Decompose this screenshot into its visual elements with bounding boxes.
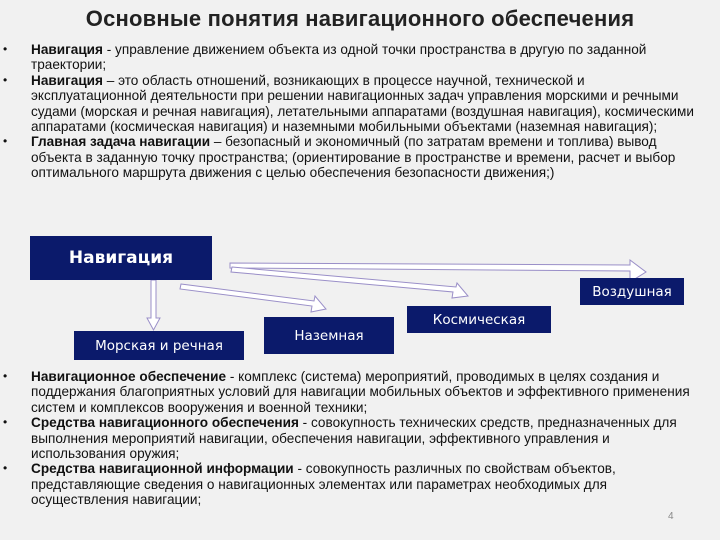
arrow-to-space	[231, 267, 468, 298]
page-number: 4	[668, 511, 674, 522]
term: Средства навигационной информации	[31, 461, 294, 477]
term: Главная задача навигации	[31, 134, 211, 150]
term: Навигация	[31, 72, 103, 88]
term: Навигационное обеспечение	[31, 369, 227, 384]
node-ground-navigation: Наземная	[264, 317, 394, 354]
definition: - совокупность технических средств, предназначенных для выполнения мероприятий навигации, обеспечения навигации, эффективного управления и использования оружия;	[31, 415, 677, 462]
bullet-icon: •	[3, 461, 8, 476]
node-space-navigation: Космическая	[407, 306, 551, 333]
definition: – это область отношений, возникающих в процессе научной, технической и эксплуатационной деятельности при решении навигационных задач управления морскими и речными судами (морская и речная навигация), летательными аппаратами (воздушная навигация), космическими аппаратами (космическая навигация) и наземными мобильными объектами (наземная навигация);	[31, 72, 694, 135]
definition: – безопасный и экономичный (по затратам времени и топлива) вывод объекта в заданную точку пространства; (ориентирование в пространстве и времени, расчет и выбор оптимального маршрута движения с целью обеспечения безопасности движения;)	[31, 134, 676, 181]
arrow-to-sea	[147, 280, 160, 330]
bullet-icon: •	[3, 42, 8, 56]
bullet-icon: •	[3, 415, 8, 430]
term: Средства навигационного обеспечения	[31, 415, 299, 431]
list-item	[0, 369, 720, 415]
definitions-list-bottom	[0, 369, 720, 508]
bullet-icon: •	[3, 72, 8, 87]
definition: - совокупность различных по свойствам объектов, представляющие сведения о навигационных элементах или параметрах необходимых для осуществления навигации;	[31, 461, 616, 508]
term: Навигация	[31, 42, 103, 57]
arrow-to-ground	[180, 284, 326, 312]
bullet-icon: •	[3, 134, 8, 149]
definition: - управление движением объекта из одной точки пространства в другую по заданной траектории;	[31, 42, 647, 73]
list-item	[0, 461, 720, 507]
node-sea-river-navigation: Морская и речная	[74, 331, 244, 360]
definition: - комплекс (система) мероприятий, проводимых в целях создания и поддержания благоприятных условий для навигации мобильных объектов и эффективного применения систем и комплексов вооружения и военной техники;	[31, 369, 690, 415]
node-air-navigation: Воздушная	[580, 278, 684, 305]
node-navigation: Навигация	[30, 236, 212, 280]
list-item	[0, 415, 720, 461]
bullet-icon: •	[3, 369, 8, 383]
slide-title: Основные понятия навигационного обеспечения	[85, 6, 635, 31]
